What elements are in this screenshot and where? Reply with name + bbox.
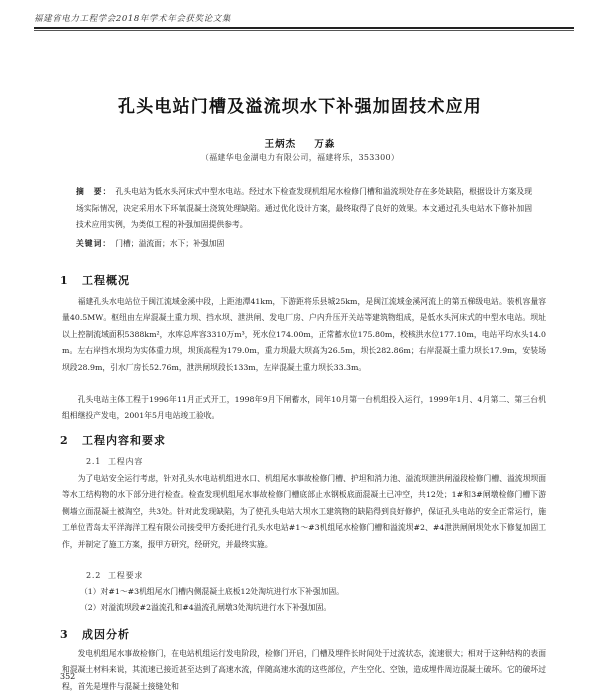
- section-heading: [60, 432, 166, 448]
- subsection-title: 工程要求: [108, 571, 144, 580]
- author-name: 王炳杰: [264, 139, 297, 150]
- section-title: 工程内容和要求: [82, 434, 166, 447]
- paragraph: 发电机组尾水事故检修门，在电站机组运行发电阶段，检修门开启，门槽及埋件长时间处于过流状态，流速很大；相对于这种结构的表面和混凝土材料来说，其流速已接近甚至达到了高速水流，伴随高速水流的这些部位，产生空化、空蚀，造成埋件周边混凝土破坏。它的破坏过程，首先是埋件与混凝土接缝处和: [62, 649, 546, 691]
- paragraph: 为了电站安全运行考虑，针对孔头水电站机组进水口、机组尾水事故检修门槽、护坦和消力池、溢流坝泄洪闸溢段检修门槽、溢流坝坝面等水工结构物的水下部分进行检查。检查发现机组尾水事故检修门槽底部止水钢板底面混凝土已冲空，共12处；1#和3#闸墩检修门槽下游侧墙立面混凝土被淘空，共3处。针对此发现缺陷，为了使孔头电站大坝水工建筑物的缺陷得到良好修护，保证孔头电站的安全正常运行，施工单位青岛太平洋海洋工程有限公司接受甲方委托进行孔头水电站#1～#3机组尾水检修门槽和溢流坝#2、#4泄洪闸闸坝处水下修复加固工作，并制定了施工方案，报甲方研究，经研究，并最终实施。: [62, 474, 546, 549]
- subsection-number: 2.2: [86, 571, 102, 580]
- keywords: [76, 237, 532, 250]
- page-number: 352: [60, 672, 76, 681]
- section-heading: [60, 626, 130, 642]
- subsection-title: 工程内容: [108, 457, 144, 466]
- requirements-list: [62, 584, 546, 616]
- list-item: （1）对#1～#3机组尾水门槽内侧混凝土底板12处淘坑进行水下补强加固。: [80, 587, 344, 596]
- header-rule: [34, 27, 574, 29]
- subsection-heading: [86, 570, 143, 581]
- subsection-heading: [86, 456, 143, 467]
- paper-title: 孔头电站门槽及溢流坝水下补强加固技术应用: [118, 97, 482, 117]
- keywords-label: 关键词：: [76, 239, 112, 248]
- paragraph: 福建孔头水电站位于闽江流域金溪中段，上距池潭41km，下游距将乐县城25km，是闽江流域金溪河流上的第五梯级电站。装机容量容量40.5MW。枢纽由左岸混凝土重力坝、挡水坝、泄洪闸、发电厂房、户内升压开关站等建筑物组成，是低水头河床式的中型水电站。坝址以上控制流域面积5388km²，水库总库容3310万m³，死水位174.00m，正常蓄水位175.80m，校核洪水位177.10m，电站平均水头14.0m。左右岸挡水坝均为实体重力坝，坝顶高程为179.0m，重力坝最大坝高为26.5m，坝长282.86m；右岸混凝土重力坝长17.9m，安装场坝段28.9m，引水厂房长52.76m，泄洪闸坝段长133m，左岸混凝土重力坝长33.3m。: [62, 297, 546, 372]
- section-title: 工程概况: [82, 274, 130, 287]
- abstract: [76, 184, 532, 234]
- abstract-text: 孔头电站为低水头河床式中型水电站。经过水下检查发现机组尾水检修门槽和溢流坝处存在多处缺陷，根据设计方案及现场实际情况，决定采用水下环氧混凝土浇筑处理缺陷。通过优化设计方案，最终取得了良好的效果。本文通过孔头电站水下修补加固技术应用实例，为类似工程的补强加固提供参考。: [76, 187, 533, 229]
- section-title: 成因分析: [82, 628, 130, 641]
- keywords-text: 门槽；溢流面；水下；补强加固: [115, 239, 225, 248]
- subsection-number: 2.1: [86, 457, 102, 466]
- author-name: 万淼: [314, 139, 336, 150]
- list-item: （2）对溢流坝段#2溢流孔和#4溢流孔闸墩3处淘坑进行水下补强加固。: [80, 603, 332, 612]
- section-number: 1: [60, 274, 69, 287]
- affiliation: （福建华电金湖电力有限公司，福建将乐，353300）: [200, 153, 400, 162]
- header-rule-thin: [34, 30, 574, 31]
- section-number: 3: [60, 628, 69, 641]
- section-number: 2: [60, 434, 69, 447]
- authors: [30, 136, 570, 150]
- section-heading: [60, 272, 130, 288]
- running-header: 福建省电力工程学会2018年学术年会获奖论文集: [34, 14, 231, 24]
- abstract-label: 摘 要：: [76, 187, 112, 196]
- paragraph: 孔头电站主体工程于1996年11月正式开工，1998年9月下闸蓄水，同年10月第一台机组投入运行，1999年1月、4月第二、第三台机组相继投产发电，2001年5月电站竣工验收。: [62, 395, 546, 421]
